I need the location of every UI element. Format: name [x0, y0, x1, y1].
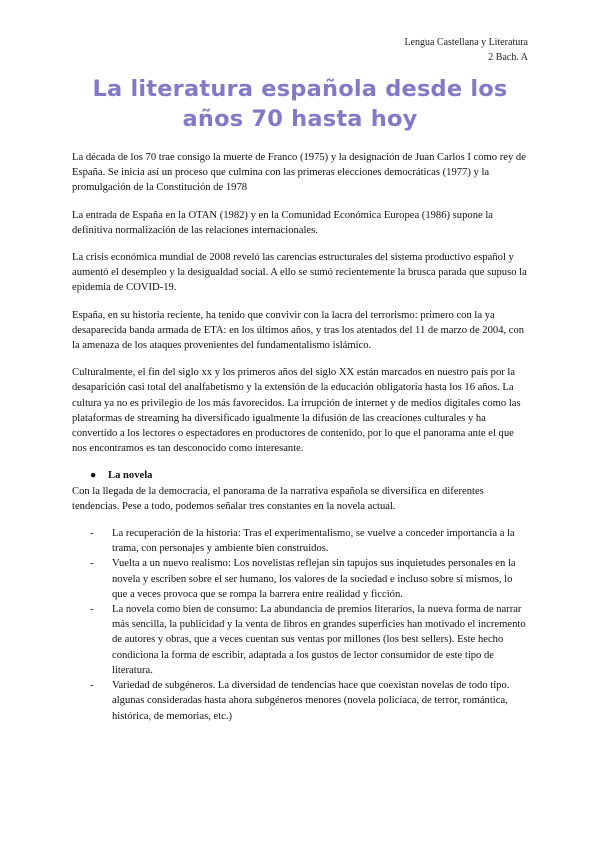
header-subject: Lengua Castellana y Literatura — [404, 37, 528, 48]
list-item-text: Variedad de subgéneros. La diversidad de tendencias hace que coexistan novelas de todo tipo. algunas consideradas hasta ahora subgéneros menores (novela policíaca, de terror, romántica, histórica, de memorias, etc.) — [112, 680, 510, 722]
dash-marker: - — [90, 558, 94, 570]
dash-marker: - — [90, 680, 94, 692]
paragraph-terrorismo: España, en su historia reciente, ha tenido que convivir con la lacra del terrorismo: primero con la ya desaparecida banda armada de ETA: en los últimos años, y tras los atentados del 11 de marzo de 2004, con la amenaza de los ataques provenientes del fundamentalismo islámico. — [72, 309, 525, 352]
document-body — [72, 150, 528, 724]
header-course: 2 Bach. A — [488, 52, 528, 63]
paragraph-crisis: La crisis económica mundial de 2008 reveló las carencias estructurales del sistema productivo español y aumentó el desempleo y la desigualdad social. A ello se sumó recientemente la brusca parada que supuso la epidemia de COVID-19. — [72, 252, 527, 294]
dash-marker: - — [90, 528, 94, 540]
paragraph-otan: La entrada de España en la OTAN (1982) y en la Comunidad Económica Europea (1986) supone la definitiva normalización de las relaciones internacionales. — [72, 209, 493, 236]
list-item-text: Vuelta a un nuevo realismo: Los novelistas reflejan sin tapujos sus inquietudes personales en la novela y escriben sobre el ser humano, los valores de la sociedad e incluso sobre sí mismos, lo que a veces provoca que se rompa la barrera entre realidad y ficción. — [112, 558, 516, 600]
list-item — [72, 602, 528, 678]
page-header — [404, 35, 528, 65]
document-title: La literatura española desde los años 70 hasta hoy — [92, 76, 508, 132]
dash-marker: - — [90, 604, 94, 616]
novela-trends-list — [72, 526, 528, 724]
section-heading-label: La novela — [108, 470, 153, 482]
paragraph-franco: La década de los 70 trae consigo la muerte de Franco (1975) y la designación de Juan Carlos I como rey de España. Se inicia así un proceso que culmina con las primeras elecciones democráticas (1977) y la promulgación de la Constitución de 1978 — [72, 152, 526, 194]
paragraph-cultura: Culturalmente, el fin del siglo xx y los primeros años del siglo XX están marcados en nuestro país por la desaparición casi total del analfabetismo y la extensión de la educación obligatoria hasta los 16 años. La cultura ya no es privilegio de los más favorecidos. La irrupción de internet y de medios digitales como las plataformas de streaming ha diversificado igualmente la difusión de las creaciones culturales y ha convertido a los lectores o espectadores en productores de contenido, por lo que el panorama ante el que nos encontramos es tan desconocido como interesante. — [72, 367, 521, 455]
list-item — [72, 556, 528, 602]
list-item-text: La novela como bien de consumo: La abundancia de premios literarios, la nueva forma de narrar más sencilla, la publicidad y la venta de libros en grandes superficies han motivado el incremento de autores y obras, que a veces cuentan sus ventas por millones (los best sellers). Este hecho condiciona la forma de escribir, adaptada a los gustos de lector consumidor de este tipo de literatura. — [112, 604, 526, 676]
list-item-text: La recuperación de la historia: Tras el experimentalismo, se vuelve a conceder importancia a la trama, con personajes y ambiente bien construidos. — [112, 528, 515, 555]
section-heading-novela — [72, 468, 528, 483]
section-intro: Con la llegada de la democracia, el panorama de la narrativa española se diversifica en diferentes tendencias. Pese a todo, podemos señalar tres constantes en la novela actual. — [72, 485, 484, 512]
list-item — [72, 678, 528, 724]
list-item — [72, 526, 528, 556]
bullet-icon: ● — [90, 470, 97, 482]
